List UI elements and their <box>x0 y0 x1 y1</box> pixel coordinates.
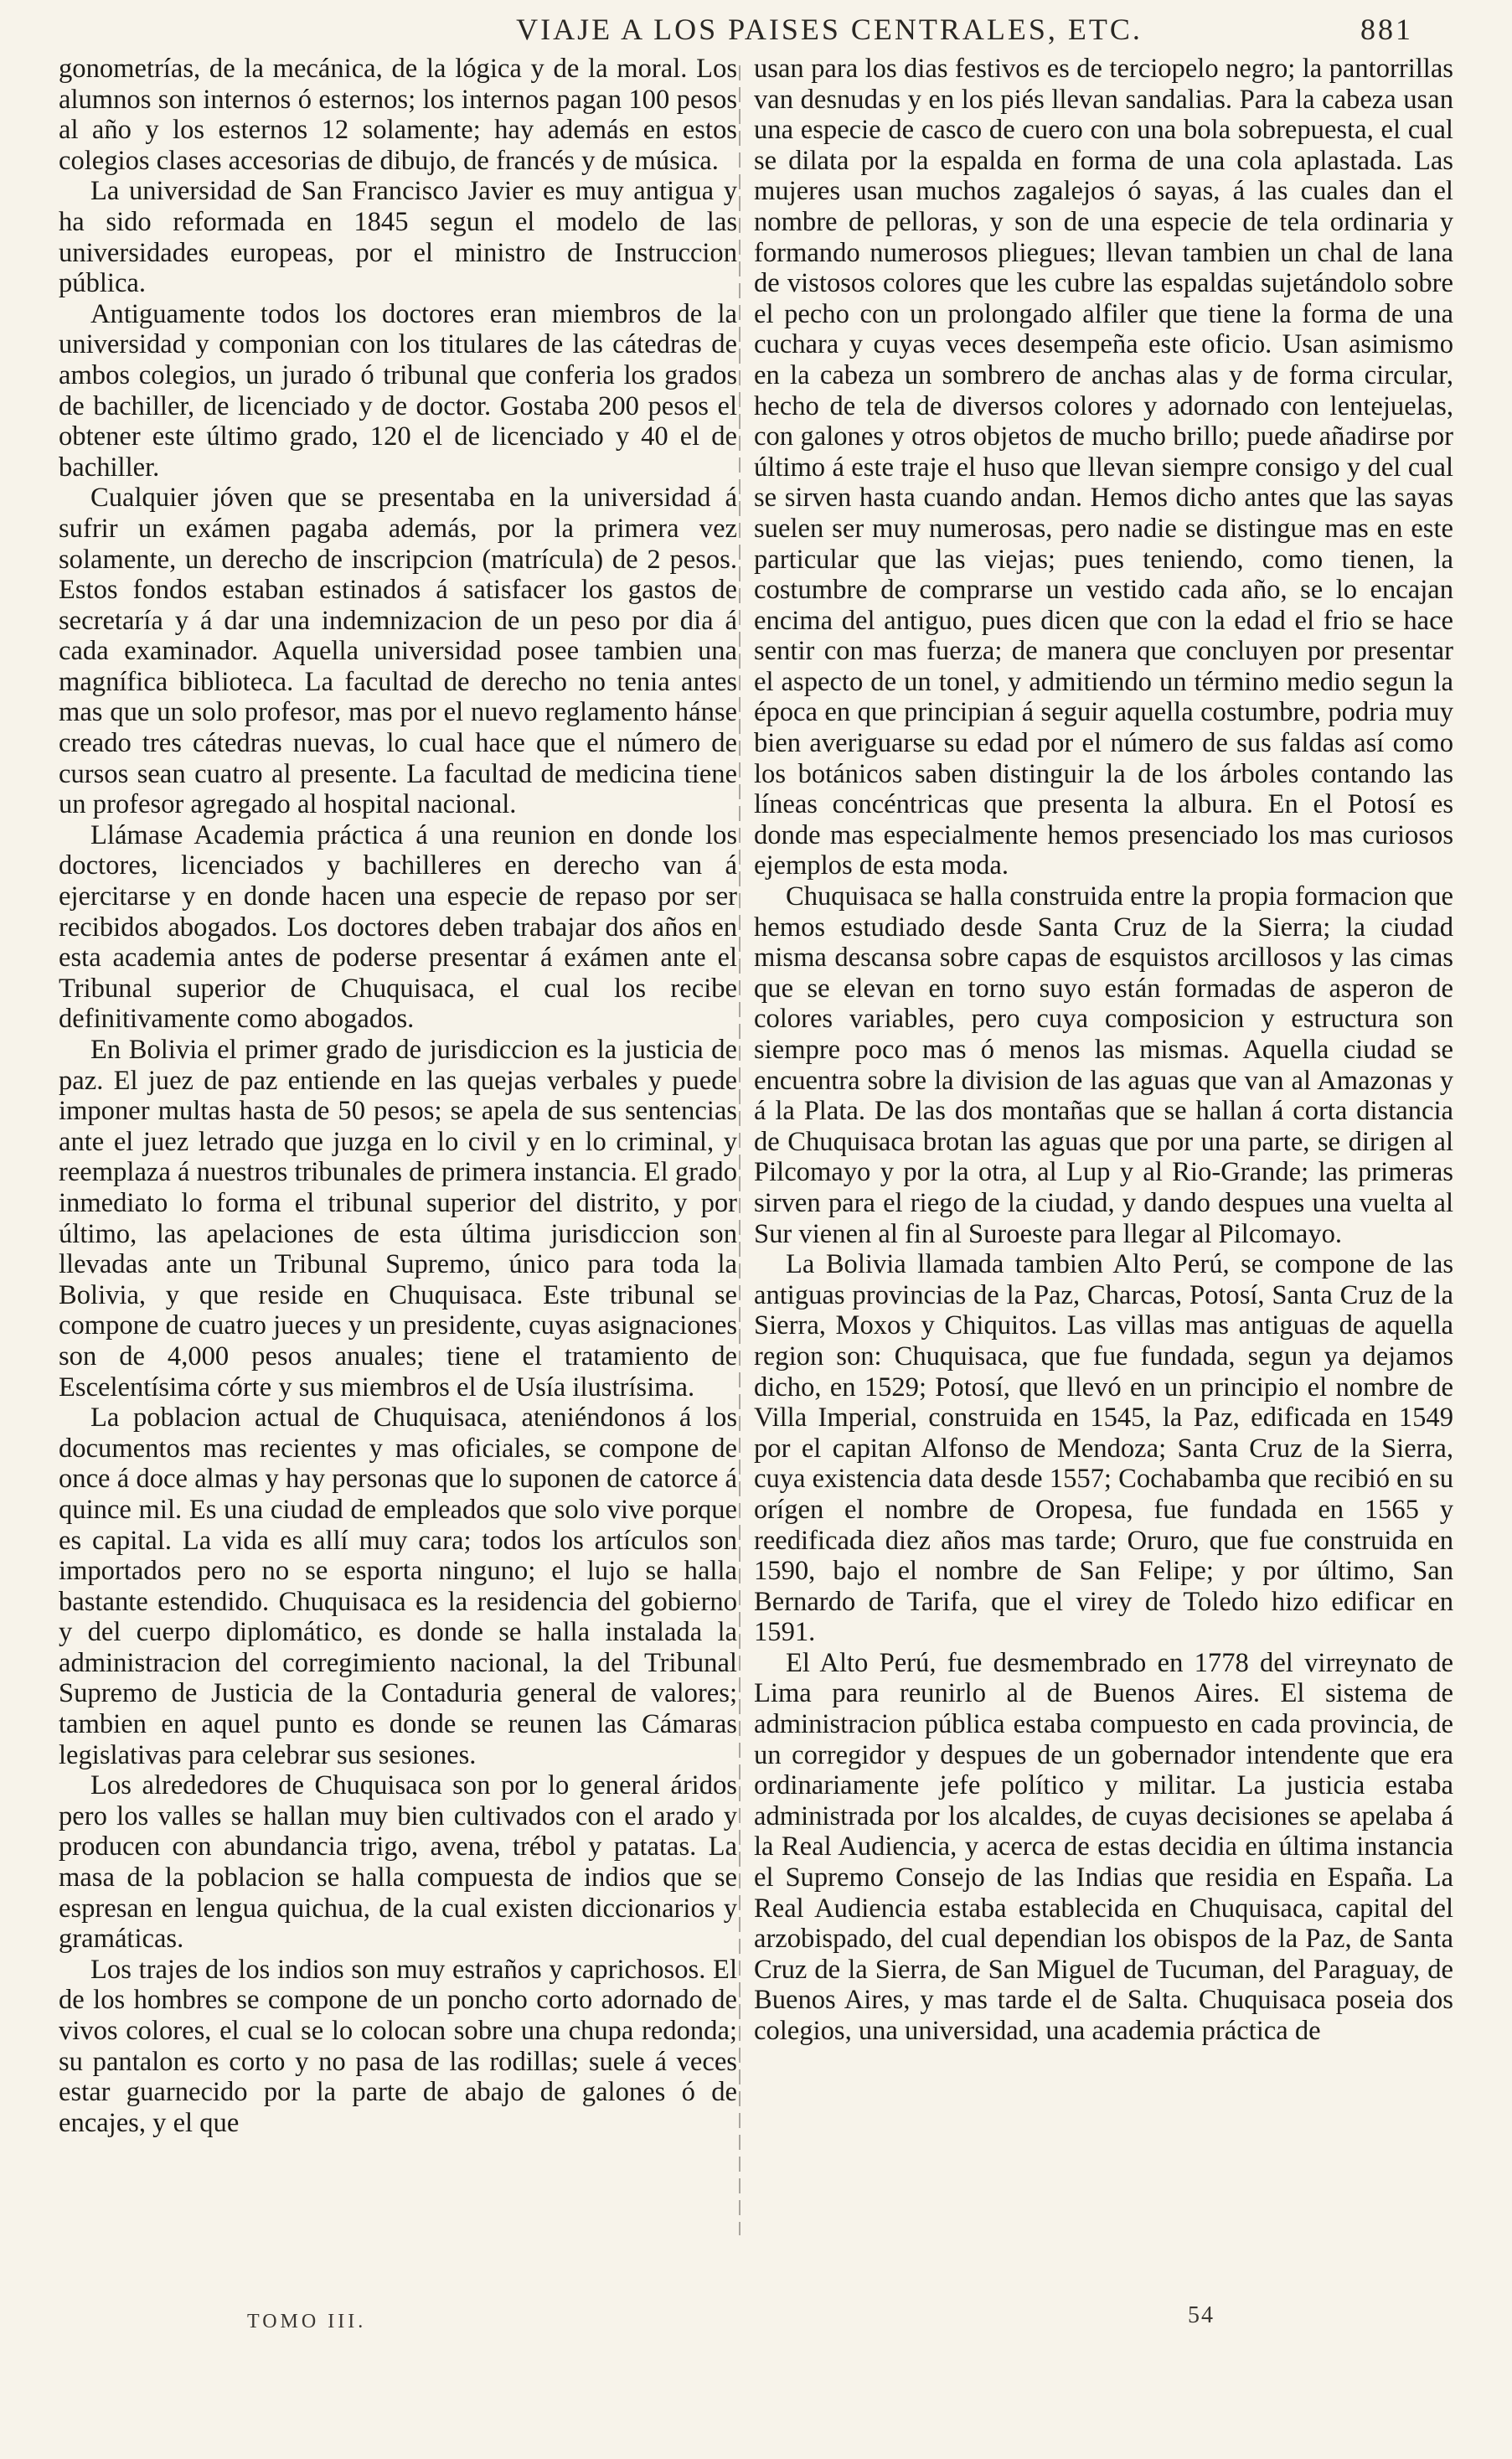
paragraph: Llámase Academia práctica á una reunion en donde los doctores, licenciados y bachilleres en derecho van á ejercitarse y en donde hacen una especie de repaso por ser recibidos abogados. Los doctores deben trabajar dos años en esta academia antes de poderse presentar á exámen ante el Tribunal superior de Chuquisaca, el cual los recibe definitivamente como abogados. <box>59 819 737 1035</box>
paragraph: Chuquisaca se halla construida entre la propia formacion que hemos estudiado desde Santa Cruz de la Sierra; la ciudad misma descansa sobre capas de esquistos arcillosos y las cimas que se elevan en torno suyo están formadas de asperon de colores variables, pero cuya composicion y estructura son siempre poco mas ó menos las mismas. Aquella ciudad se encuentra sobre la division de las aguas que van al Amazonas y á la Plata. De las dos montañas que se hallan á corta distancia de Chuquisaca brotan las aguas que por una parte, se dirigen al Pilcomayo y por la otra, al Lup y al Rio-Grande; las primeras sirven para el riego de la ciudad, y dando despues una vuelta al Sur vienen al fin al Suroeste para llegar al Pilcomayo. <box>754 881 1453 1249</box>
paragraph: El Alto Perú, fue desmembrado en 1778 del virreynato de Lima para reunirlo al de Buenos Aires. El sistema de administracion pública estaba compuesto en cada provincia, de un corregidor y despues de un gobernador intendente que era ordinariamente jefe político y militar. La justicia estaba administrada por los alcaldes, de cuyas decisiones se apelaba á la Real Audiencia, y acerca de estas decidia en última instancia el Supremo Consejo de las Indias que residia en España. La Real Audiencia estaba establecida en Chuquisaca, capital del arzobispado, del cual dependian los obispos de la Paz, de Santa Cruz de la Sierra, de San Miguel de Tucuman, del Paraguay, de Buenos Aires, y mas tarde el de Salta. Chuquisaca poseia dos colegios, una universidad, una academia práctica de <box>754 1647 1453 2046</box>
paragraph: Los trajes de los indios son muy estraños y caprichosos. El de los hombres se compone de un poncho corto adornado de vivos colores, el cual se lo colocan sobre una chupa redonda; su pantalon es corto y no pasa de las rodillas; suele á veces estar guarnecido por la parte de abajo de galones ó de encajes, y el que <box>59 1954 737 2138</box>
page-number: 881 <box>1360 13 1413 46</box>
right-column <box>754 54 1453 2047</box>
paragraph: usan para los dias festivos es de terciopelo negro; la pantorrillas van desnudas y en los piés llevan sandalias. Para la cabeza usan una especie de casco de cuero con una bola sobrepuesta, el cual se dilata por la espalda en forma de una cola aplastada. Las mujeres usan muchos zagalejos ó sayas, á las cuales dan el nombre de pelloras, y son de una especie de tela ordinaria y formando numerosos pliegues; llevan tambien un chal de lana de vistosos colores que les cubre las espaldas sujetándolo sobre el pecho con un prolongado alfiler que tiene la forma de una cuchara y cuyas veces desempeña este oficio. Usan asimismo en la cabeza un sombrero de anchas alas y de forma circular, hecho de tela de diversos colores y adornado con lentejuelas, con galones y otros objetos de mucho brillo; puede añadirse por último á este traje el huso que llevan siempre consigo y del cual se sirven hasta cuando andan. Hemos dicho antes que las sayas suelen ser muy numerosas, pero nadie se distingue mas en este particular que las viejas; pues teniendo, como tienen, la costumbre de comprarse un vestido cada año, se lo encajan encima del antiguo, pues dicen que con la edad el frio se hace sentir con mas fuerza; de manera que concluyen por presentar el aspecto de un tonel, y admitiendo un término medio segun la época en que principian á seguir aquella costumbre, podria muy bien averiguarse su edad por el número de sus faldas así como los botánicos saben distinguir la de los árboles contando las líneas concéntricas que presenta la albura. En el Potosí es donde mas especialmente hemos presenciado los mas curiosos ejemplos de esta moda. <box>754 54 1453 881</box>
volume-label: TOMO III. <box>247 2311 367 2332</box>
paragraph: La Bolivia llamada tambien Alto Perú, se compone de las antiguas provincias de la Paz, Charcas, Potosí, Santa Cruz de la Sierra, Moxos y Chiquitos. Las villas mas antiguas de aquella region son: Chuquisaca, que fue fundada, segun ya dejamos dicho, en 1529; Potosí, que llevó en un principio el nombre de Villa Imperial, construida en 1545, la Paz, edificada en 1549 por el capitan Alfonso de Mendoza; Santa Cruz de la Sierra, cuya existencia data desde 1557; Cochabamba que recibió en su orígen el nombre de Oropesa, fue fundada en 1565 y reedificada diez años mas tarde; Oruro, que fue construida en 1590, bajo el nombre de San Felipe; y por último, San Bernardo de Tarifa, que el virey de Toledo hizo edificar en 1591. <box>754 1249 1453 1648</box>
paragraph: Cualquier jóven que se presentaba en la universidad á sufrir un exámen pagaba además, por la primera vez solamente, un derecho de inscripcion (matrícula) de 2 pesos. Estos fondos estaban estinados á satisfacer los gastos de secretaría y á dar una indemnizacion de un peso por dia á cada examinador. Aquella universidad posee tambien una magnífica biblioteca. La facultad de derecho no tenia antes mas que un solo profesor, mas por el nuevo reglamento hánse creado tres cátedras nuevas, lo cual hace que el número de cursos sean cuatro al presente. La facultad de medicina tiene un profesor agregado al hospital nacional. <box>59 483 737 820</box>
paragraph: La poblacion actual de Chuquisaca, ateniéndonos á los documentos mas recientes y mas oficiales, se compone de once á doce almas y hay personas que lo suponen de catorce á quince mil. Es una ciudad de empleados que solo vive porque es capital. La vida es allí muy cara; todos los artículos son importados pero no se esporta ninguno; el lujo se halla bastante estendido. Chuquisaca es la residencia del gobierno y del cuerpo diplomático, es donde se halla instalada la administracion del corregimiento nacional, la del Tribunal Supremo de Justicia de la Contaduria general de valores; tambien en aquel punto es donde se reunen las Cámaras legislativas para celebrar sus sesiones. <box>59 1403 737 1770</box>
paragraph: En Bolivia el primer grado de jurisdiccion es la justicia de paz. El juez de paz entiende en las quejas verbales y puede imponer multas hasta de 50 pesos; se apela de sus sentencias ante el juez letrado que juzga en lo civil y en lo criminal, y reemplaza á nuestros tribunales de primera instancia. El grado inmediato lo forma el tribunal superior del distrito, y por último, las apelaciones de esta última jurisdiccion son llevadas ante un Tribunal Supremo, único para toda la Bolivia, y que reside en Chuquisaca. Este tribunal se compone de cuatro jueces y un presidente, cuyas asignaciones son de 4,000 pesos anuales; tiene el tratamiento de Escelentísima córte y sus miembros el de Usía ilustrísima. <box>59 1035 737 1403</box>
paragraph: Antiguamente todos los doctores eran miembros de la universidad y componian con los titulares de las cátedras de ambos colegios, un jurado ó tribunal que conferia los grados de bachiller, de licenciado y de doctor. Gostaba 200 pesos el obtener este último grado, 120 el de licenciado y 40 el de bachiller. <box>59 298 737 483</box>
paragraph: La universidad de San Francisco Javier es muy antigua y ha sido reformada en 1845 segun el modelo de las universidades europeas, por el ministro de Instruccion pública. <box>59 176 737 299</box>
left-column <box>59 54 737 2138</box>
column-divider <box>739 65 741 2235</box>
signature-mark: 54 <box>1188 2302 1215 2328</box>
running-title: VIAJE A LOS PAISES CENTRALES, ETC. <box>516 13 1143 46</box>
paragraph: Los alrededores de Chuquisaca son por lo general áridos pero los valles se hallan muy bien cultivados con el arado y producen con abundancia trigo, avena, trébol y patatas. La masa de la poblacion se halla compuesta de indios que se espresan en lengua quichua, de la cual existen diccionarios y gramáticas. <box>59 1770 737 1955</box>
paragraph: gonometrías, de la mecánica, de la lógica y de la moral. Los alumnos son internos ó esternos; los internos pagan 100 pesos al año y los esternos 12 solamente; hay además en estos colegios clases accesorias de dibujo, de francés y de música. <box>59 54 737 176</box>
